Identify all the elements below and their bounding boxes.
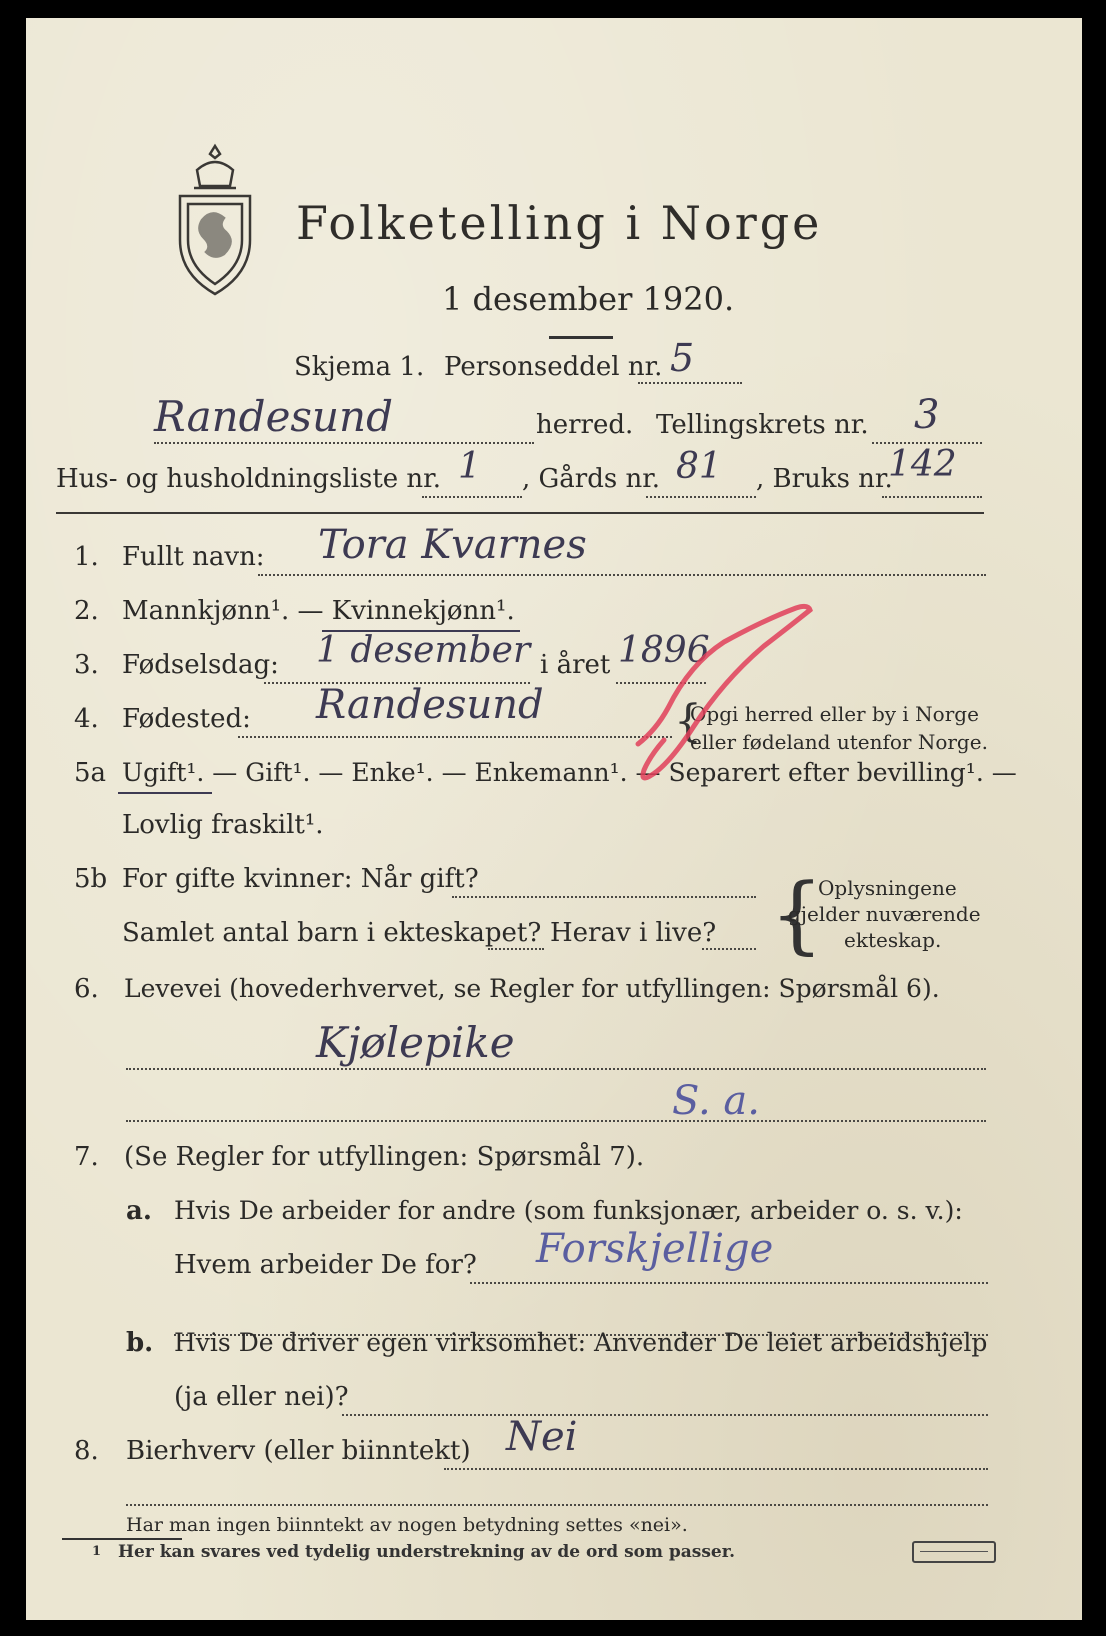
personseddel-value[interactable]: 5 bbox=[670, 336, 695, 380]
form-date: 1 desember 1920. bbox=[442, 280, 735, 318]
gards-value[interactable]: 81 bbox=[676, 446, 722, 487]
q8-number: 8. bbox=[74, 1436, 99, 1466]
q4-number: 4. bbox=[74, 704, 99, 734]
q7a-line1: Hvis De arbeider for andre (som funksjonær, arbeider o. s. v.): bbox=[174, 1196, 963, 1225]
herred-label: herred. bbox=[536, 410, 634, 440]
title-rule bbox=[549, 336, 613, 339]
tellingskrets-value[interactable]: 3 bbox=[914, 392, 940, 438]
herred-value[interactable]: Randesund bbox=[154, 392, 393, 441]
q3-year-value[interactable]: 1896 bbox=[618, 630, 710, 671]
q3-number: 3. bbox=[74, 650, 99, 680]
q4-value[interactable]: Randesund bbox=[316, 682, 544, 728]
q3-label: Fødselsdag: bbox=[122, 650, 279, 680]
q5b-line2-b: Herav i live? bbox=[550, 918, 717, 948]
q7a-number: a. bbox=[126, 1196, 152, 1226]
tellingskrets-label: Tellingskrets nr. bbox=[656, 410, 869, 440]
census-form bbox=[26, 18, 1082, 1620]
bruks-value[interactable]: 142 bbox=[888, 444, 957, 485]
hus-value[interactable]: 1 bbox=[458, 446, 481, 487]
q4-note-line1: Opgi herred eller by i Norge bbox=[690, 702, 979, 726]
q7b-line1: Hvis De driver egen virksomhet: Anvender De leiet arbeidshjelp bbox=[174, 1328, 988, 1357]
q1-value[interactable]: Tora Kvarnes bbox=[318, 522, 587, 568]
q1-number: 1. bbox=[74, 542, 99, 572]
q3-value[interactable]: 1 desember bbox=[316, 630, 531, 671]
q5b-note2: gjelder nuværende bbox=[788, 902, 981, 926]
form-title: Folketelling i Norge bbox=[296, 196, 823, 250]
printer-stamp bbox=[912, 1541, 996, 1563]
footnote-rule bbox=[62, 1538, 182, 1540]
q5b-note1: Oplysningene bbox=[818, 876, 957, 900]
q2-label: Mannkjønn¹. — Kvinnekjønn¹. bbox=[122, 596, 515, 626]
q6-number: 6. bbox=[74, 974, 99, 1004]
q4-label: Fødested: bbox=[122, 704, 251, 734]
q5b-note3: ekteskap. bbox=[844, 928, 942, 952]
q6-value[interactable]: Kjølepike bbox=[316, 1018, 515, 1067]
footnote-text: Her kan svares ved tydelig understrekning av de ord som passer. bbox=[118, 1542, 736, 1562]
q7b-line2: (ja eller nei)? bbox=[174, 1382, 349, 1412]
q7a-value[interactable]: Forskjellige bbox=[536, 1226, 774, 1272]
footnote-number: 1 bbox=[92, 1544, 102, 1559]
gards-label: , Gårds nr. bbox=[522, 464, 661, 494]
q5b-line1: For gifte kvinner: Når gift? bbox=[122, 864, 479, 894]
header-divider bbox=[56, 512, 984, 514]
q7a-line2: Hvem arbeider De for? bbox=[174, 1250, 477, 1280]
q5b-line2-a: Samlet antal barn i ekteskapet? bbox=[122, 918, 542, 948]
q8-value[interactable]: Nei bbox=[506, 1414, 578, 1460]
q2-number: 2. bbox=[74, 596, 99, 626]
q4-note-line2: eller fødeland utenfor Norge. bbox=[690, 730, 988, 754]
q1-label: Fullt navn: bbox=[122, 542, 265, 572]
q7-label: (Se Regler for utfyllingen: Spørsmål 7). bbox=[124, 1142, 645, 1172]
q6-label: Levevei (hovederhvervet, se Regler for utfyllingen: Spørsmål 6). bbox=[124, 974, 940, 1003]
personseddel-label: Personseddel nr. bbox=[444, 352, 663, 382]
bruks-label: , Bruks nr. bbox=[756, 464, 893, 494]
coat-of-arms-icon bbox=[172, 140, 258, 300]
q5a-line1: Ugift¹. — Gift¹. — Enke¹. — Enkemann¹. — Separert efter bevilling¹. — bbox=[122, 758, 1017, 787]
q7-number: 7. bbox=[74, 1142, 99, 1172]
q5a-number: 5a bbox=[74, 758, 107, 788]
q3-year-label: i året bbox=[540, 650, 611, 680]
q5a-underline bbox=[118, 792, 212, 794]
hus-label: Hus- og husholdningsliste nr. bbox=[56, 464, 442, 494]
q4-note-brace: { bbox=[674, 696, 702, 747]
footer-note: Har man ingen biinntekt av nogen betydning settes «nei». bbox=[126, 1514, 688, 1536]
q5b-number: 5b bbox=[74, 864, 108, 894]
q7b-number: b. bbox=[126, 1328, 154, 1358]
q5b-note-brace: { bbox=[770, 865, 824, 963]
q5a-line2: Lovlig fraskilt¹. bbox=[122, 810, 324, 840]
skjema-label: Skjema 1. bbox=[294, 352, 425, 382]
q8-label: Bierhverv (eller biinntekt) bbox=[126, 1436, 471, 1466]
q6-mark: S. a. bbox=[672, 1078, 760, 1124]
